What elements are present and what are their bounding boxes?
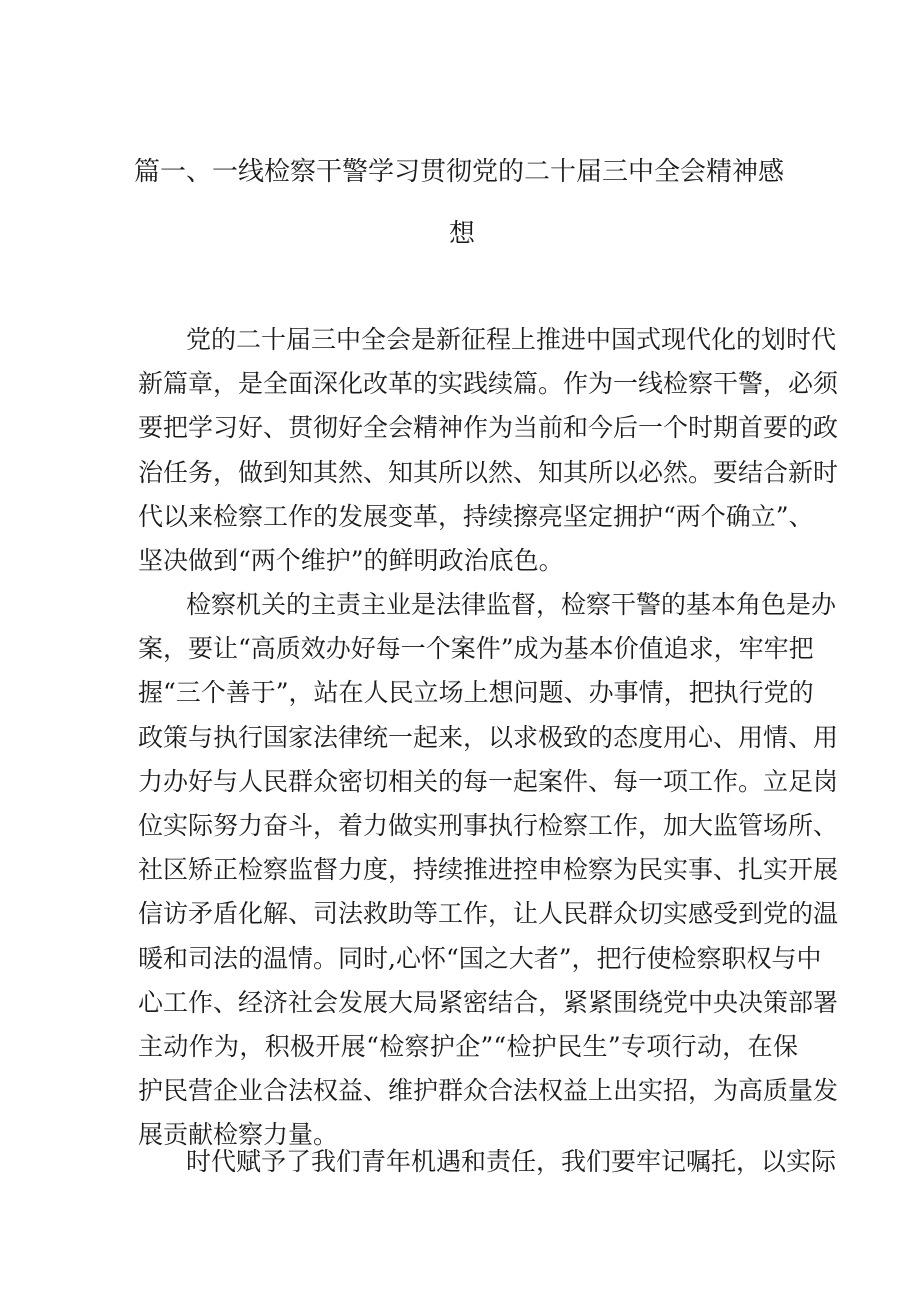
text-line: 时代赋予了我们青年机遇和责任，我们要牢记嘱托，以实际: [186, 1147, 837, 1176]
document-title-line-2: 想: [449, 219, 476, 249]
text-line: 握“三个善于”，站在人民立场上想问题、办事情，把执行党的: [138, 678, 814, 708]
text-line: 新篇章，是全面深化改革的实践续篇。作为一线检察干警，必须: [138, 369, 839, 399]
text-line: 社区矫正检察监督力度，持续推进控申检察为民实事、扎实开展: [138, 855, 839, 885]
text-line: 治任务，做到知其然、知其所以然、知其所以必然。要结合新时: [138, 457, 839, 487]
paragraph-2: [138, 583, 839, 1157]
text-line: 主动作为，积极开展“检察护企”“检护民生”专项行动，在保: [138, 1031, 798, 1061]
text-line: 护民营企业合法权益、维护群众合法权益上出实招，为高质量发: [138, 1076, 839, 1106]
text-line: 政策与执行国家法律统一起来，以求极致的态度用心、用情、用: [138, 722, 839, 752]
paragraph-1: [138, 318, 839, 583]
text-line: 位实际努力奋斗，着力做实刑事执行检察工作，加大监管场所、: [138, 810, 839, 840]
text-line: 检察机关的主责主业是法律监督，检察干警的基本角色是办: [186, 590, 837, 619]
text-line: 力办好与人民群众密切相关的每一起案件、每一项工作。立足岗: [138, 766, 839, 796]
text-line: 暖和司法的温情。同时,心怀“国之大者”，把行使检察职权与中: [138, 943, 822, 973]
text-line: 信访矛盾化解、司法救助等工作，让人民群众切实感受到党的温: [138, 899, 839, 929]
text-line: 党的二十届三中全会是新征程上推进中国式现代化的划时代: [186, 325, 837, 354]
text-line: 代以来检察工作的发展变革，持续擦亮坚定拥护“两个确立”、: [138, 501, 814, 531]
text-line: 坚决做到“两个维护”的鲜明政治底色。: [138, 545, 564, 575]
text-line: 要把学习好、贯彻好全会精神作为当前和今后一个时期首要的政: [138, 413, 839, 443]
document-title-line-1: 篇一、一线检察干警学习贯彻党的二十届三中全会精神感: [134, 157, 785, 187]
text-line: 展贡献检察力量。: [138, 1120, 339, 1150]
paragraph-3: [138, 1140, 837, 1184]
text-line: 心工作、经济社会发展大局紧密结合，紧紧围绕党中央决策部署: [138, 987, 839, 1017]
text-line: 案，要让“高质效办好每一个案件”成为基本价值追求，牢牢把: [138, 634, 814, 664]
